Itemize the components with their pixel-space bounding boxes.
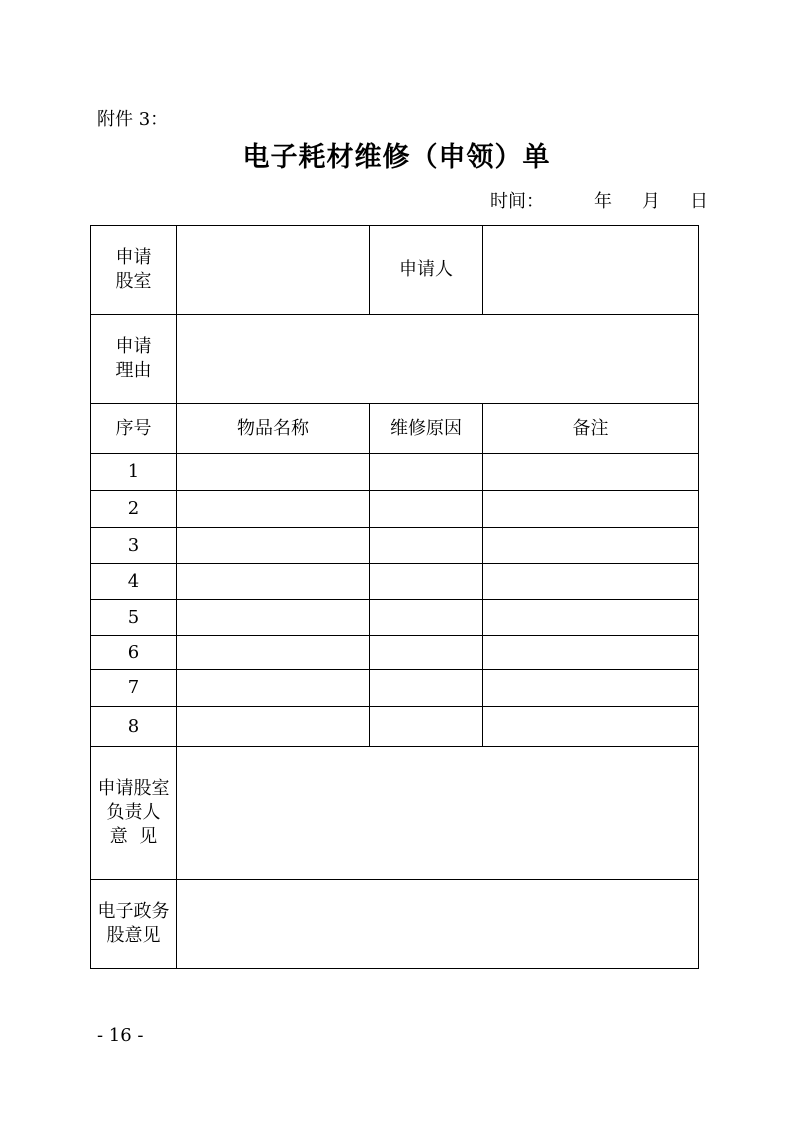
row-number: 8 [91, 707, 177, 747]
dept-row [91, 226, 699, 315]
date-year-label: 年 [594, 191, 612, 212]
reason-label-cell [91, 315, 177, 404]
repair-reason-cell[interactable] [370, 707, 483, 747]
row-number: 7 [91, 670, 177, 707]
table-row [91, 491, 699, 528]
row-number: 1 [91, 454, 177, 491]
column-header-row [91, 404, 699, 454]
col-header-repair-reason: 维修原因 [370, 404, 483, 454]
dept-label-line-1: 申请 [115, 247, 152, 268]
item-name-cell[interactable] [177, 528, 370, 564]
item-name-cell[interactable] [177, 600, 370, 636]
remarks-cell[interactable] [483, 600, 699, 636]
table-row [91, 636, 699, 670]
page-number: - 16 - [97, 1025, 144, 1046]
egov-opinion-label-line-2: 股意见 [106, 925, 161, 946]
dept-label-cell [91, 226, 177, 315]
egov-opinion-label-cell [91, 880, 177, 969]
dept-label-line-2: 股室 [115, 271, 152, 292]
table-row [91, 528, 699, 564]
item-name-cell[interactable] [177, 707, 370, 747]
remarks-cell[interactable] [483, 491, 699, 528]
repair-reason-cell[interactable] [370, 600, 483, 636]
item-name-cell[interactable] [177, 564, 370, 600]
table-row [91, 670, 699, 707]
remarks-cell[interactable] [483, 670, 699, 707]
date-line [490, 190, 708, 214]
date-label: 时间： [490, 191, 544, 212]
table-row [91, 564, 699, 600]
date-day-label: 日 [690, 191, 708, 212]
row-number: 6 [91, 636, 177, 670]
head-opinion-value-cell[interactable] [177, 747, 699, 880]
dept-value-cell[interactable] [177, 226, 370, 315]
col-header-item-name: 物品名称 [177, 404, 370, 454]
repair-reason-cell[interactable] [370, 491, 483, 528]
table-row [91, 454, 699, 491]
repair-reason-cell[interactable] [370, 670, 483, 707]
repair-reason-cell[interactable] [370, 564, 483, 600]
row-number: 2 [91, 491, 177, 528]
egov-opinion-label-line-1: 电子政务 [97, 901, 170, 922]
item-name-cell[interactable] [177, 454, 370, 491]
egov-opinion-value-cell[interactable] [177, 880, 699, 969]
form-title: 电子耗材维修（申领）单 [242, 142, 551, 173]
item-name-cell[interactable] [177, 670, 370, 707]
remarks-cell[interactable] [483, 636, 699, 670]
head-opinion-label-line-2: 负责人 [106, 802, 161, 823]
col-header-remarks: 备注 [483, 404, 699, 454]
row-number: 5 [91, 600, 177, 636]
repair-reason-cell[interactable] [370, 454, 483, 491]
head-opinion-row [91, 747, 699, 880]
remarks-cell[interactable] [483, 564, 699, 600]
reason-label-line-1: 申请 [115, 336, 152, 357]
row-number: 3 [91, 528, 177, 564]
col-header-no: 序号 [91, 404, 177, 454]
repair-reason-cell[interactable] [370, 636, 483, 670]
reason-row [91, 315, 699, 404]
table-row [91, 707, 699, 747]
egov-opinion-row [91, 880, 699, 969]
date-month-label: 月 [642, 191, 660, 212]
remarks-cell[interactable] [483, 528, 699, 564]
head-opinion-label-line-3: 意 见 [109, 826, 158, 847]
item-name-cell[interactable] [177, 636, 370, 670]
row-number: 4 [91, 564, 177, 600]
reason-label-line-2: 理由 [115, 360, 152, 381]
item-name-cell[interactable] [177, 491, 370, 528]
attachment-label: 附件 3： [97, 109, 169, 130]
applicant-value-cell[interactable] [483, 226, 699, 315]
remarks-cell[interactable] [483, 707, 699, 747]
repair-reason-cell[interactable] [370, 528, 483, 564]
remarks-cell[interactable] [483, 454, 699, 491]
head-opinion-label-line-1: 申请股室 [97, 778, 170, 799]
table-row [91, 600, 699, 636]
head-opinion-label-cell [91, 747, 177, 880]
applicant-label-cell: 申请人 [370, 226, 483, 315]
repair-request-table [90, 225, 699, 969]
reason-value-cell[interactable] [177, 315, 699, 404]
